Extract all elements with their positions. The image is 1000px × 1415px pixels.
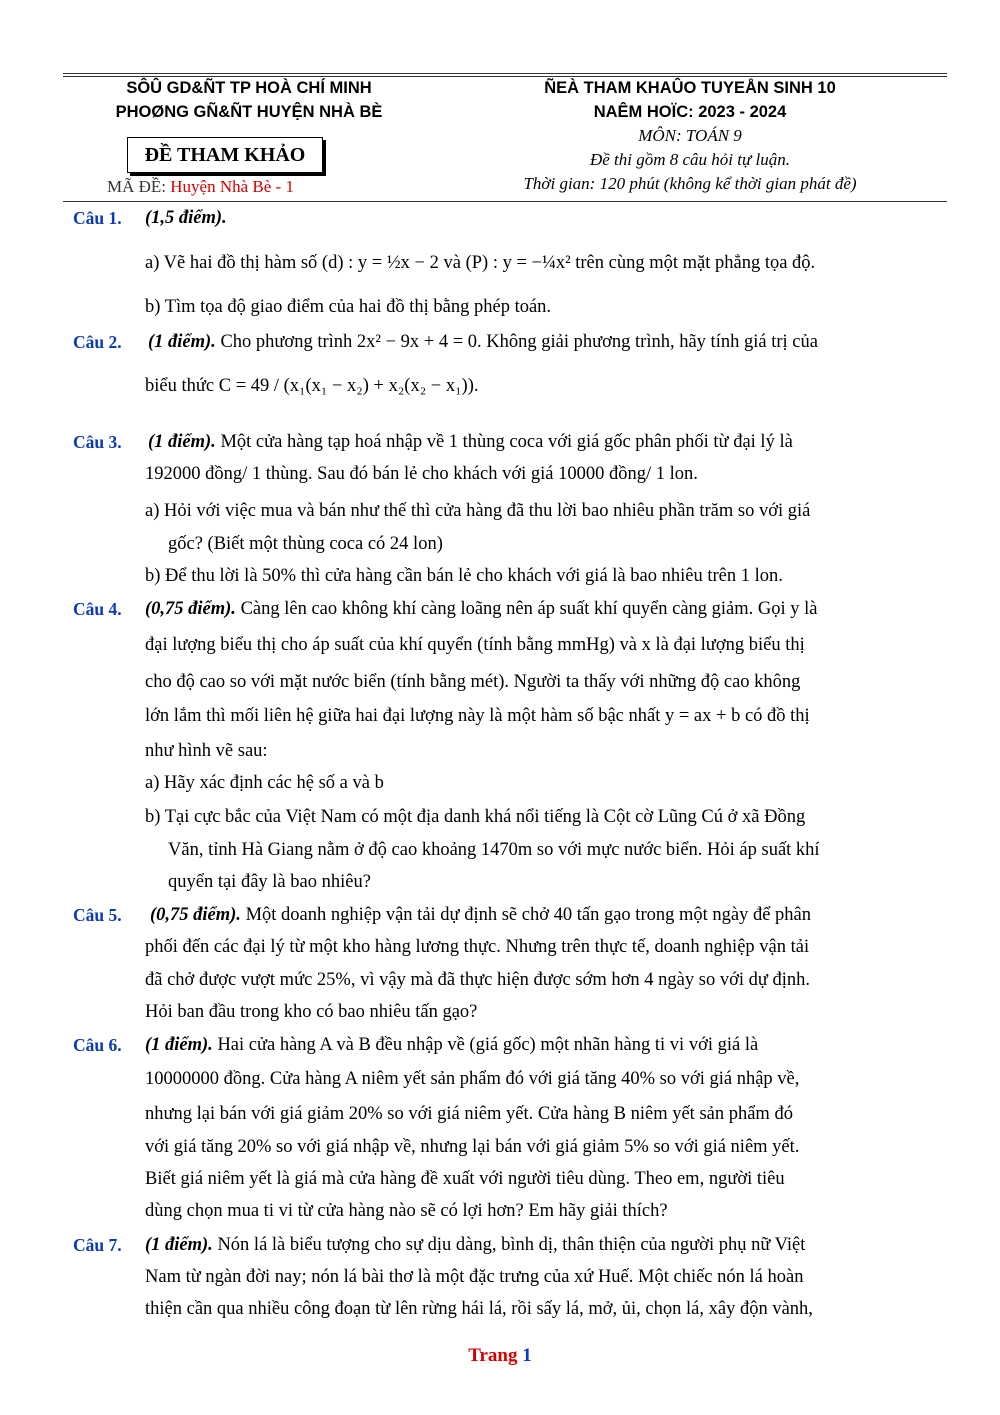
question-4-line-5: như hình vẽ sau: [145, 741, 268, 761]
page-number: 1 [522, 1345, 532, 1366]
question-3-part-a-1: a) Hỏi với việc mua và bán như thế thì cửa hàng đã thu lời bao nhiêu phần trăm so với giá [145, 501, 811, 521]
question-6-line-2: 10000000 đồng. Cửa hàng A niêm yết sản phẩm đó với giá tăng 40% so với giá nhập về, [145, 1069, 800, 1089]
question-4-line-3: cho độ cao so với mặt nước biển (tính bằng mét). Người ta thấy với những độ cao không [145, 672, 801, 692]
exam-code-value: Huyện Nhà Bè - 1 [170, 177, 294, 196]
question-6-line-6: dùng chọn mua ti vi từ cửa hàng nào sẽ có lợi hơn? Em hãy giải thích? [145, 1201, 668, 1221]
question-4-line-1: (0,75 điểm). Càng lên cao không khí càng loãng nên áp suất khí quyển càng giảm. Gọi y là [145, 599, 818, 619]
question-4-line-2: đại lượng biểu thị cho áp suất của khí quyển (tính bằng mmHg) và x là đại lượng biểu thị [145, 635, 805, 655]
question-3-label: Câu 3. [73, 432, 122, 452]
question-5-line-1: (0,75 điểm). Một doanh nghiệp vận tải dự định sẽ chở 40 tấn gạo trong một ngày để phân [150, 905, 812, 925]
question-3-part-b: b) Để thu lời là 50% thì cửa hàng cần bán lẻ cho khách với giá là bao nhiêu trên 1 lon. [145, 566, 783, 586]
question-7-line-2: Nam từ ngàn đời nay; nón lá bài thơ là một đặc trưng của xứ Huế. Một chiếc nón lá hoàn [145, 1267, 804, 1287]
header-bottom-rule [63, 201, 947, 202]
question-3-part-a-2: gốc? (Biết một thùng coca có 24 lon) [168, 534, 443, 554]
question-4-part-a: a) Hãy xác định các hệ số a và b [145, 773, 384, 793]
question-6-line-4: với giá tăng 20% so với giá nhập về, nhưng lại bán với giá giảm 5% so với giá niêm yết. [145, 1137, 800, 1157]
question-6-line-1: (1 điểm). Hai cửa hàng A và B đều nhập về (giá gốc) một nhãn hàng ti vi với giá là [145, 1035, 759, 1055]
question-7-line-3: thiện cần qua nhiều công đoạn từ lên rừng hái lá, rồi sấy lá, mở, ủi, chọn lá, xây độn vành, [145, 1299, 813, 1319]
question-2-label: Câu 2. [73, 332, 122, 352]
question-1-part-a: a) Vẽ hai đồ thị hàm số (d) : y = ½x − 2 và (P) : y = −¼x² trên cùng một mặt phẳng tọa độ. [145, 253, 816, 273]
page-word: Trang [468, 1345, 518, 1366]
question-6-line-3: nhưng lại bán với giá giảm 20% so với giá niêm yết. Cửa hàng B niêm yết sản phẩm đó [145, 1104, 793, 1124]
subject: MÔN: TOÁN 9 [638, 126, 742, 145]
question-count: Đề thi gồm 8 câu hỏi tự luận. [589, 150, 791, 169]
question-4-part-b-2: Văn, tỉnh Hà Giang nằm ở độ cao khoảng 1470m so với mực nước biển. Hỏi áp suất khí [168, 840, 820, 860]
header-right [470, 76, 910, 196]
question-1-label: Câu 1. [73, 208, 122, 228]
question-4-line-4: lớn lắm thì mối liên hệ giữa hai đại lượng này là một hàm số bậc nhất y = ax + b có đồ thị [145, 706, 810, 726]
exam-title: ÑEÀ THAM KHAÛO TUYEÅN SINH 10 [544, 79, 836, 97]
question-5-line-2: phối đến các đại lý từ một kho hàng lương thực. Nhưng trên thực tế, doanh nghiệp vận tải [145, 937, 810, 957]
question-3-line-2: 192000 đồng/ 1 thùng. Sau đó bán lẻ cho khách với giá 10000 đồng/ 1 lon. [145, 464, 698, 484]
question-7-line-1: (1 điểm). Nón lá là biểu tượng cho sự dịu dàng, bình dị, thân thiện của người phụ nữ Việt [145, 1235, 806, 1255]
question-6-line-5: Biết giá niêm yết là giá mà cửa hàng đề xuất với người tiêu dùng. Theo em, người tiêu [145, 1169, 785, 1189]
question-4-part-b-1: b) Tại cực bắc của Việt Nam có một địa danh khá nổi tiếng là Cột cờ Lũng Cú ở xã Đồng [145, 807, 806, 827]
question-1-part-b: b) Tìm tọa độ giao điểm của hai đồ thị bằng phép toán. [145, 297, 552, 317]
question-3-line-1: (1 điểm). Một cửa hàng tạp hoá nhập về 1 thùng coca với giá gốc phân phối từ đại lý là [148, 432, 793, 452]
question-4-part-b-3: quyển tại đây là bao nhiêu? [168, 872, 371, 892]
question-5-line-4: Hỏi ban đầu trong kho có bao nhiêu tấn gạo? [145, 1002, 478, 1022]
question-1-points: (1,5 điểm). [145, 208, 227, 228]
time-limit: Thời gian: 120 phút (không kể thời gian phát đề) [523, 174, 857, 193]
question-7-label: Câu 7. [73, 1235, 122, 1255]
reference-badge: ĐỀ THAM KHẢO [127, 137, 323, 173]
question-5-label: Câu 5. [73, 905, 122, 925]
top-rule [63, 73, 947, 74]
question-2-line-1: (1 điểm). Cho phương trình 2x² − 9x + 4 = 0. Không giải phương trình, hãy tính giá trị của [148, 332, 818, 352]
page-footer [0, 1345, 1000, 1367]
header-left [63, 76, 435, 124]
school-year: NAÊM HOÏC: 2023 - 2024 [593, 103, 787, 121]
question-5-line-3: đã chở được vượt mức 25%, vì vậy mà đã thực hiện được sớm hơn 4 ngày so với dự định. [145, 970, 811, 990]
exam-code: MÃ ĐỀ: Huyện Nhà Bè - 1 [107, 177, 294, 196]
question-2-line-2: biểu thức C = 49 / (x₁(x₁ − x₂) + x₂(x₂ − x₁)). [145, 376, 479, 396]
department-name: SÔÛ GD&ÑT TP HOÀ CHÍ MINH [126, 79, 372, 97]
question-4-label: Câu 4. [73, 599, 122, 619]
question-6-label: Câu 6. [73, 1035, 122, 1055]
office-name: PHOØNG GÑ&ÑT HUYỆN NHÀ BÈ [115, 103, 383, 121]
